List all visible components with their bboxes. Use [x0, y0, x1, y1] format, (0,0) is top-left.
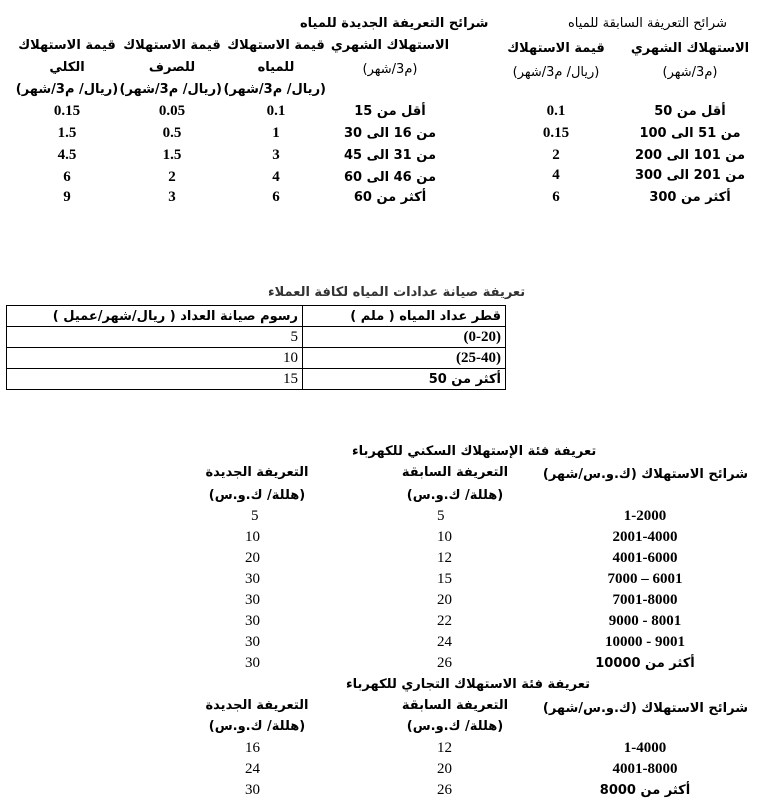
- elec-res-new: 30: [245, 571, 260, 587]
- water-new-total-header: قيمة الاستهلاك: [18, 38, 116, 53]
- elec-res-slab-header: شرائح الاستهلاك (ك.و.س/شهر): [542, 467, 748, 482]
- elec-res-slab: 4001-6000: [612, 550, 678, 566]
- elec-com-slab: أكثر من 8000: [599, 783, 691, 798]
- elec-res-old: 22: [437, 613, 452, 629]
- water-new-sewage-value: 0.05: [158, 103, 186, 119]
- elec-com-slab-header: شرائح الاستهلاك (ك.و.س/شهر): [542, 701, 748, 716]
- water-new-total-value: 0.15: [53, 103, 81, 119]
- elec-res-old: 26: [437, 655, 452, 671]
- water-new-total-unit: (ريال/ م3/شهر): [15, 82, 119, 97]
- water-new-sewage-value: 2: [168, 169, 176, 185]
- elec-com-slab: 1-4000: [623, 740, 667, 756]
- water-new-consumption-header: الاستهلاك الشهري: [330, 38, 450, 53]
- water-new-total-value: 9: [63, 189, 71, 205]
- elec-res-new: 5: [251, 508, 259, 524]
- elec-res-slab: 7000 – 6001: [607, 571, 683, 587]
- meter-fee: 10: [283, 349, 299, 366]
- water-old-value: 4: [552, 167, 560, 183]
- water-old-value: 2: [552, 147, 560, 163]
- water-new-range: أقل من 15: [354, 104, 426, 119]
- elec-res-old-header: التعريفة السابقة: [401, 465, 509, 480]
- water-new-sewage-unit: (ريال/ م3/شهر): [119, 82, 222, 97]
- meter-fee-header: رسوم صيانة العداد ( ريال/شهر/عميل ): [52, 308, 299, 324]
- elec-res-old: 10: [437, 529, 452, 545]
- elec-com-new-header: التعريفة الجديدة: [205, 698, 309, 713]
- water-new-title: شرائح التعريفة الجديدة للمياه: [300, 16, 489, 31]
- water-old-range: أكثر من 300: [649, 190, 731, 205]
- elec-res-old: 20: [437, 592, 452, 608]
- elec-com-old: 26: [437, 782, 452, 798]
- elec-res-old: 12: [437, 550, 452, 566]
- water-new-sewage-value: 0.5: [162, 125, 182, 141]
- elec-com-old-unit: (هللة/ ك.و.س): [406, 719, 504, 734]
- elec-com-new-unit: (هللة/ ك.و.س): [208, 719, 306, 734]
- elec-com-old-header: التعريفة السابقة: [401, 698, 509, 713]
- elec-res-title: تعريفة فئة الإستهلاك السكني للكهرباء: [352, 444, 597, 459]
- water-old-consumption-header: الاستهلاك الشهري: [630, 41, 750, 56]
- meter-diameter: أكثر من 50: [428, 371, 501, 387]
- table-row: [7, 327, 506, 348]
- water-new-water-unit: (ريال/ م3/شهر): [223, 82, 326, 97]
- table-row: [7, 369, 506, 390]
- water-new-total-value: 6: [63, 169, 71, 185]
- water-new-range: من 46 الى 60: [343, 170, 436, 185]
- elec-com-old: 20: [437, 761, 452, 777]
- meter-fee: 5: [290, 328, 299, 345]
- water-new-consumption-unit: (م3/شهر): [362, 62, 418, 77]
- elec-res-slab: 10000 - 9001: [605, 634, 685, 650]
- elec-res-new-unit: (هللة/ ك.و.س): [208, 488, 306, 503]
- elec-res-slab: 7001-8000: [612, 592, 678, 608]
- water-new-sewage-value: 3: [168, 189, 176, 205]
- water-old-range: من 201 الى 300: [634, 168, 746, 183]
- water-old-value-unit: (ريال/ م3/شهر): [512, 65, 600, 80]
- water-new-range: من 16 الى 30: [343, 126, 436, 141]
- elec-res-new: 30: [245, 613, 260, 629]
- meter-title: تعريفة صيانة عدادات المياه لكافة العملاء: [268, 285, 526, 300]
- elec-res-slab: 1-2000: [623, 508, 667, 524]
- water-old-value-header: قيمة الاستهلاك: [507, 41, 605, 56]
- elec-res-slab: 2001-4000: [612, 529, 678, 545]
- elec-res-old: 5: [437, 508, 445, 524]
- table-row: [7, 348, 506, 369]
- elec-res-old-unit: (هللة/ ك.و.س): [406, 488, 504, 503]
- water-new-total-value: 1.5: [57, 125, 77, 141]
- elec-com-slab: 4001-8000: [612, 761, 678, 777]
- elec-res-old: 15: [437, 571, 452, 587]
- elec-com-new: 24: [245, 761, 260, 777]
- elec-res-new: 20: [245, 550, 260, 566]
- water-new-sewage-header-sub: للصرف: [148, 60, 196, 75]
- elec-res-new: 10: [245, 529, 260, 545]
- water-new-sewage-value: 1.5: [162, 147, 182, 163]
- water-new-water-value: 6: [272, 189, 280, 205]
- elec-res-new-header: التعريفة الجديدة: [205, 465, 309, 480]
- water-old-range: من 101 الى 200: [634, 148, 746, 163]
- elec-res-slab: أكثر من 10000: [595, 656, 695, 671]
- water-new-sewage-header: قيمة الاستهلاك: [123, 38, 221, 53]
- water-old-value: 6: [552, 189, 560, 205]
- water-new-water-header-sub: للمياه: [257, 60, 295, 75]
- water-old-title: شرائح التعريفة السابقة للمياه: [568, 16, 727, 31]
- water-old-consumption-unit: (م3/شهر): [662, 65, 718, 80]
- elec-res-new: 30: [245, 655, 260, 671]
- elec-res-new: 30: [245, 634, 260, 650]
- water-old-value: 0.1: [546, 103, 566, 119]
- water-new-water-header: قيمة الاستهلاك: [227, 38, 325, 53]
- water-new-water-value: 0.1: [266, 103, 286, 119]
- elec-res-old: 24: [437, 634, 452, 650]
- meter-diameter: (25-40): [456, 349, 501, 366]
- water-new-water-value: 4: [272, 169, 280, 185]
- meter-diameter: (0-20): [463, 328, 501, 345]
- elec-com-new: 16: [245, 740, 260, 756]
- water-new-range: من 31 الى 45: [343, 148, 436, 163]
- water-new-total-header-sub: الكلي: [49, 60, 85, 75]
- meter-fee: 15: [283, 370, 299, 387]
- elec-res-slab: 9000 - 8001: [608, 613, 682, 629]
- elec-com-title: تعريفة فئة الاستهلاك التجاري للكهرباء: [346, 677, 590, 692]
- water-new-total-value: 4.5: [57, 147, 77, 163]
- table-header-row: [7, 306, 506, 327]
- water-new-range: أكثر من 60: [353, 190, 427, 205]
- elec-com-new: 30: [245, 782, 260, 798]
- elec-com-old: 12: [437, 740, 452, 756]
- water-old-range: من 51 الى 100: [639, 126, 741, 141]
- water-new-water-value: 3: [272, 147, 280, 163]
- meter-diameter-header: قطر عداد المياه ( ملم ): [350, 308, 501, 324]
- water-new-water-value: 1: [272, 125, 280, 141]
- water-old-value: 0.15: [542, 125, 570, 141]
- elec-res-new: 30: [245, 592, 260, 608]
- water-old-range: أقل من 50: [654, 104, 726, 119]
- meter-table: [6, 305, 506, 390]
